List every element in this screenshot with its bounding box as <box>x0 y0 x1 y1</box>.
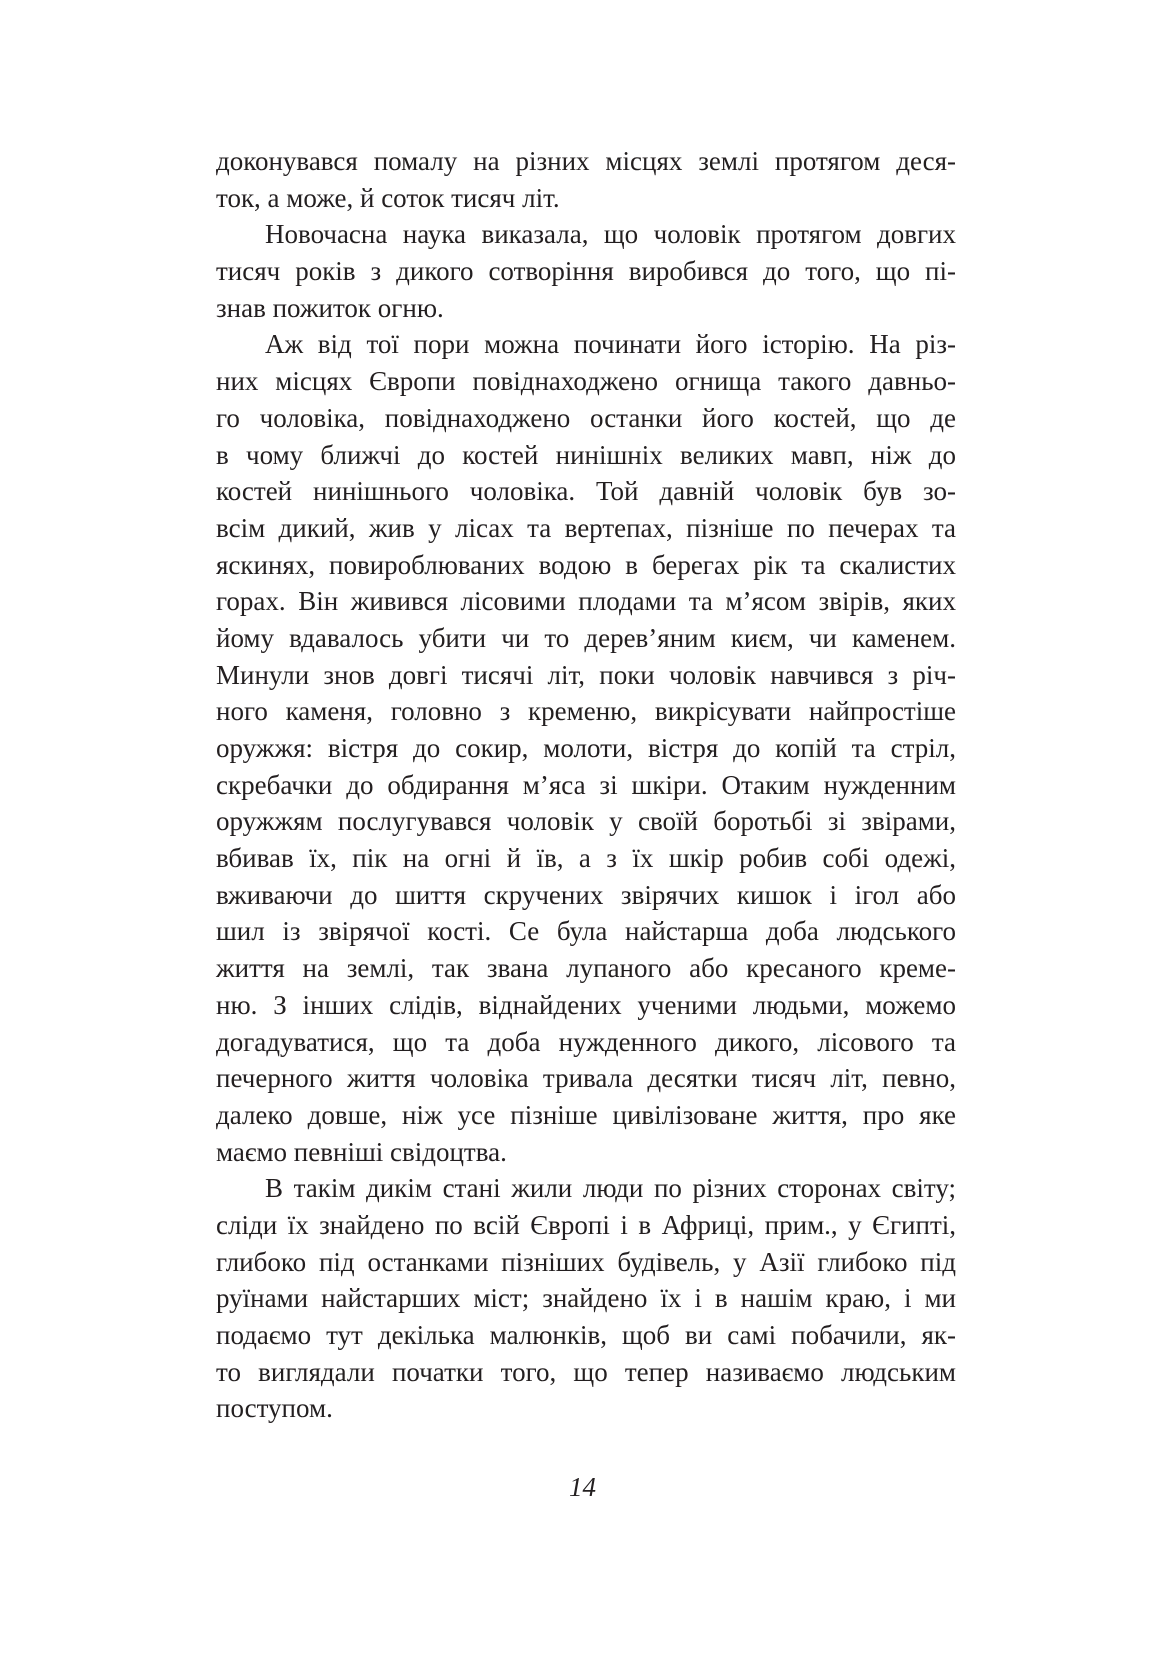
text-line: скребачки до обдирання м’яса зі шкіри. Отаким нужденним <box>216 769 956 800</box>
text-line: життя на землі, так звана лупаного або кресаного креме- <box>216 953 956 984</box>
text-line: Минули знов довгі тисячі літ, поки чоловік навчився з річ- <box>216 659 956 690</box>
text-line: всім дикий, жив у лісах та вертепах, пізніше по печерах та <box>216 512 956 543</box>
paragraph <box>216 1170 956 1427</box>
body-text <box>216 143 956 1427</box>
text-line: Новочасна наука виказала, що чоловік протягом довгих <box>265 219 956 250</box>
text-line: Аж від тої пори можна починати його історію. На різ- <box>265 329 956 360</box>
text-line: знав пожиток огню. <box>216 292 444 323</box>
text-line: далеко довше, ніж усе пізніше цивілізоване життя, про яке <box>216 1099 956 1130</box>
text-line: подаємо тут декілька малюнків, щоб ви самі побачили, як- <box>216 1320 956 1350</box>
text-line: горах. Він живився лісовими плодами та м’ясом звірів, яких <box>216 586 956 617</box>
text-line: ню. З інших слідів, віднайдених ученими людьми, можемо <box>216 989 956 1020</box>
paragraph <box>216 326 956 1170</box>
text-line: сліди їх знайдено по всій Європі і в Африці, прим., у Єгипті, <box>216 1209 956 1240</box>
text-line: печерного життя чоловіка тривала десятки тисяч літ, певно, <box>216 1063 956 1094</box>
text-line: ток, а може, й соток тисяч літ. <box>216 182 560 213</box>
text-line: В такім дикім стані жили люди по різних сторонах світу; <box>265 1173 956 1204</box>
text-line: го чоловіка, повіднаходжено останки його костей, що де <box>216 402 956 433</box>
text-line: догадуватися, що та доба нужденного дикого, лісового та <box>216 1026 956 1057</box>
text-line: то виглядали початки того, що тепер називаємо людським <box>216 1356 956 1387</box>
text-line: яскинях, повироблюваних водою в берегах рік та скалистих <box>216 549 956 580</box>
text-line: йому вдавалось убити чи то дерев’яним києм, чи каменем. <box>216 622 956 653</box>
page-number: 14 <box>569 1472 596 1502</box>
text-line: глибоко під останками пізніших будівель, у Азії глибоко під <box>216 1246 956 1277</box>
text-line: оружжям послугувався чоловік у своїй боротьбі зі звірами, <box>216 806 956 837</box>
text-line: оружжя: вістря до сокир, молоти, вістря до копій та стріл, <box>216 733 956 763</box>
text-line: вбивав їх, пік на огні й їв, а з їх шкір робив собі одежі, <box>216 843 956 874</box>
text-line: доконувався помалу на різних місцях землі протягом деся- <box>216 146 956 176</box>
text-line: тисяч років з дикого сотворіння виробився до того, що пі- <box>216 256 956 287</box>
text-line: них місцях Європи повіднаходжено огнища такого давньо- <box>216 366 956 397</box>
text-line: костей нинішнього чоловіка. Той давній чоловік був зо- <box>216 476 956 507</box>
text-line: ного каменя, головно з кременю, викрісувати найпростіше <box>216 696 956 727</box>
text-line: шил із звірячої кості. Се була найстарша доба людського <box>216 916 956 947</box>
text-line: в чому ближчі до костей нинішніх великих мавп, ніж до <box>216 439 956 470</box>
text-line: руїнами найстарших міст; знайдено їх і в нашім краю, і ми <box>216 1283 956 1314</box>
paragraph <box>216 216 956 326</box>
paragraph <box>216 143 956 216</box>
text-line: вживаючи до шиття скручених звірячих кишок і ігол або <box>216 879 956 910</box>
text-line: поступом. <box>216 1393 333 1424</box>
text-line: маємо певніші свідоцтва. <box>216 1136 507 1167</box>
